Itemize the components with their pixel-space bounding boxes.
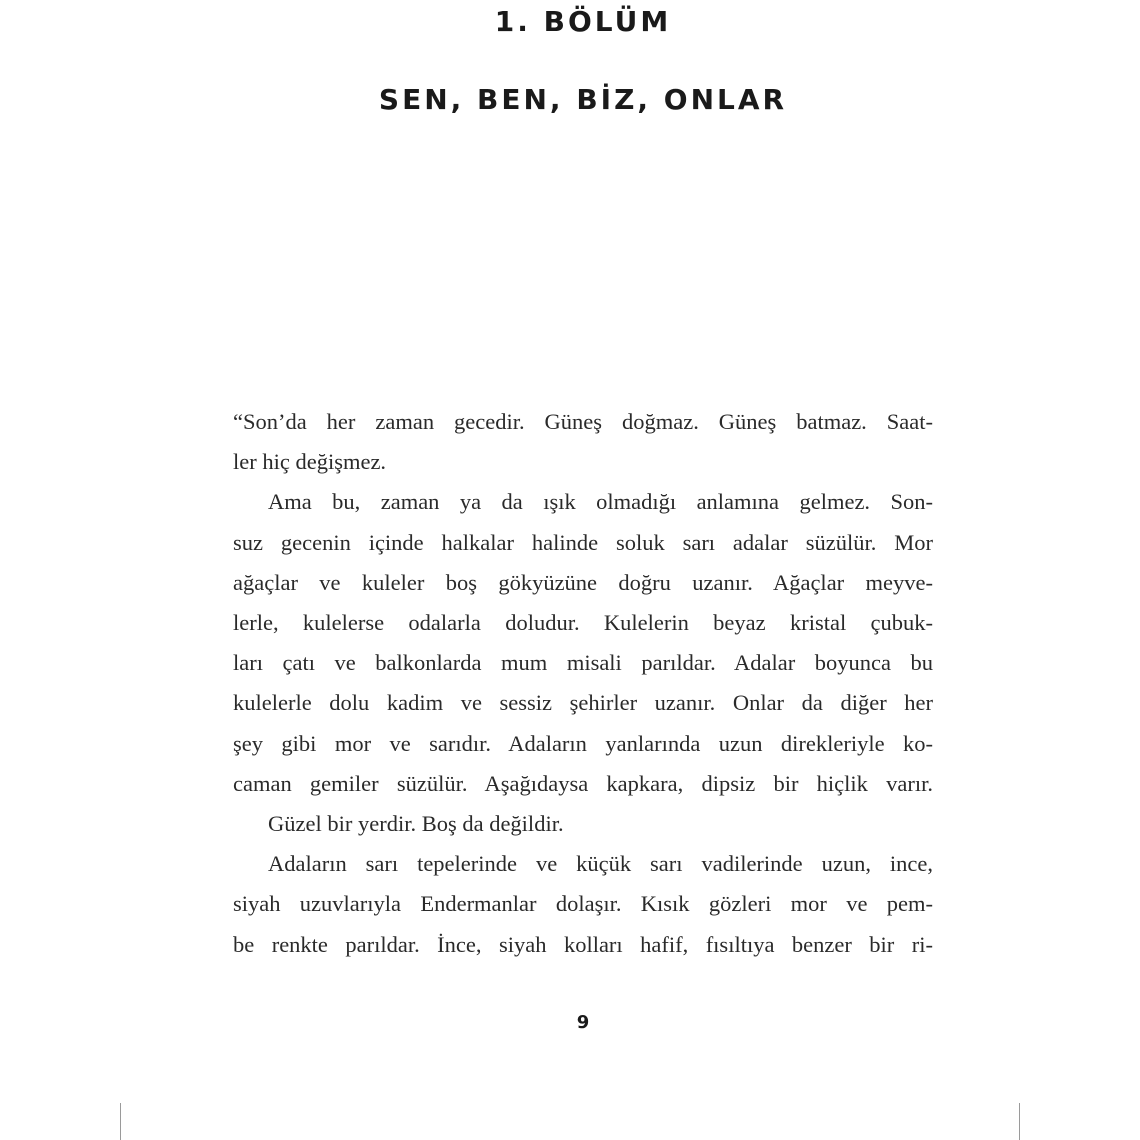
text-line: “Son’da her zaman gecedir. Güneş doğmaz. Güneş batmaz. Saat-: [233, 409, 933, 434]
chapter-number: 1. BÖLÜM: [494, 5, 672, 38]
text-line: lerle, kulelerse odalarla doludur. Kulelerin beyaz kristal çubuk-: [233, 610, 933, 636]
body-text: [233, 402, 933, 965]
text-line: Güzel bir yerdir. Boş da değildir.: [268, 811, 564, 837]
page-number: 9: [576, 1012, 590, 1033]
text-line: ağaçlar ve kuleler boş gökyüzüne doğru uzanır. Ağaçlar meyve-: [233, 569, 933, 595]
text-line: kulelerle dolu kadim ve sessiz şehirler uzanır. Onlar da diğer her: [233, 690, 933, 716]
text-line: siyah uzuvlarıyla Endermanlar dolaşır. Kısık gözleri mor ve pem-: [233, 891, 933, 917]
crop-mark-right: [1019, 1103, 1020, 1140]
text-line: Adaların sarı tepelerinde ve küçük sarı vadilerinde uzun, ince,: [268, 851, 933, 877]
text-line: caman gemiler süzülür. Aşağıdaysa kapkara, dipsiz bir hiçlik varır.: [233, 770, 933, 796]
text-line: ler hiç değişmez.: [233, 449, 387, 475]
text-line: be renkte parıldar. İnce, siyah kolları hafif, fısıltıya benzer bir ri-: [233, 931, 933, 957]
crop-mark-left: [120, 1103, 121, 1140]
chapter-title: SEN, BEN, BİZ, ONLAR: [378, 83, 788, 116]
text-line: ları çatı ve balkonlarda mum misali parıldar. Adalar boyunca bu: [233, 650, 933, 676]
text-line: şey gibi mor ve sarıdır. Adaların yanlarında uzun direkleriyle ko-: [233, 730, 933, 756]
text-line: Ama bu, zaman ya da ışık olmadığı anlamına gelmez. Son-: [268, 489, 933, 515]
text-line: suz gecenin içinde halkalar halinde soluk sarı adalar süzülür. Mor: [233, 529, 933, 555]
